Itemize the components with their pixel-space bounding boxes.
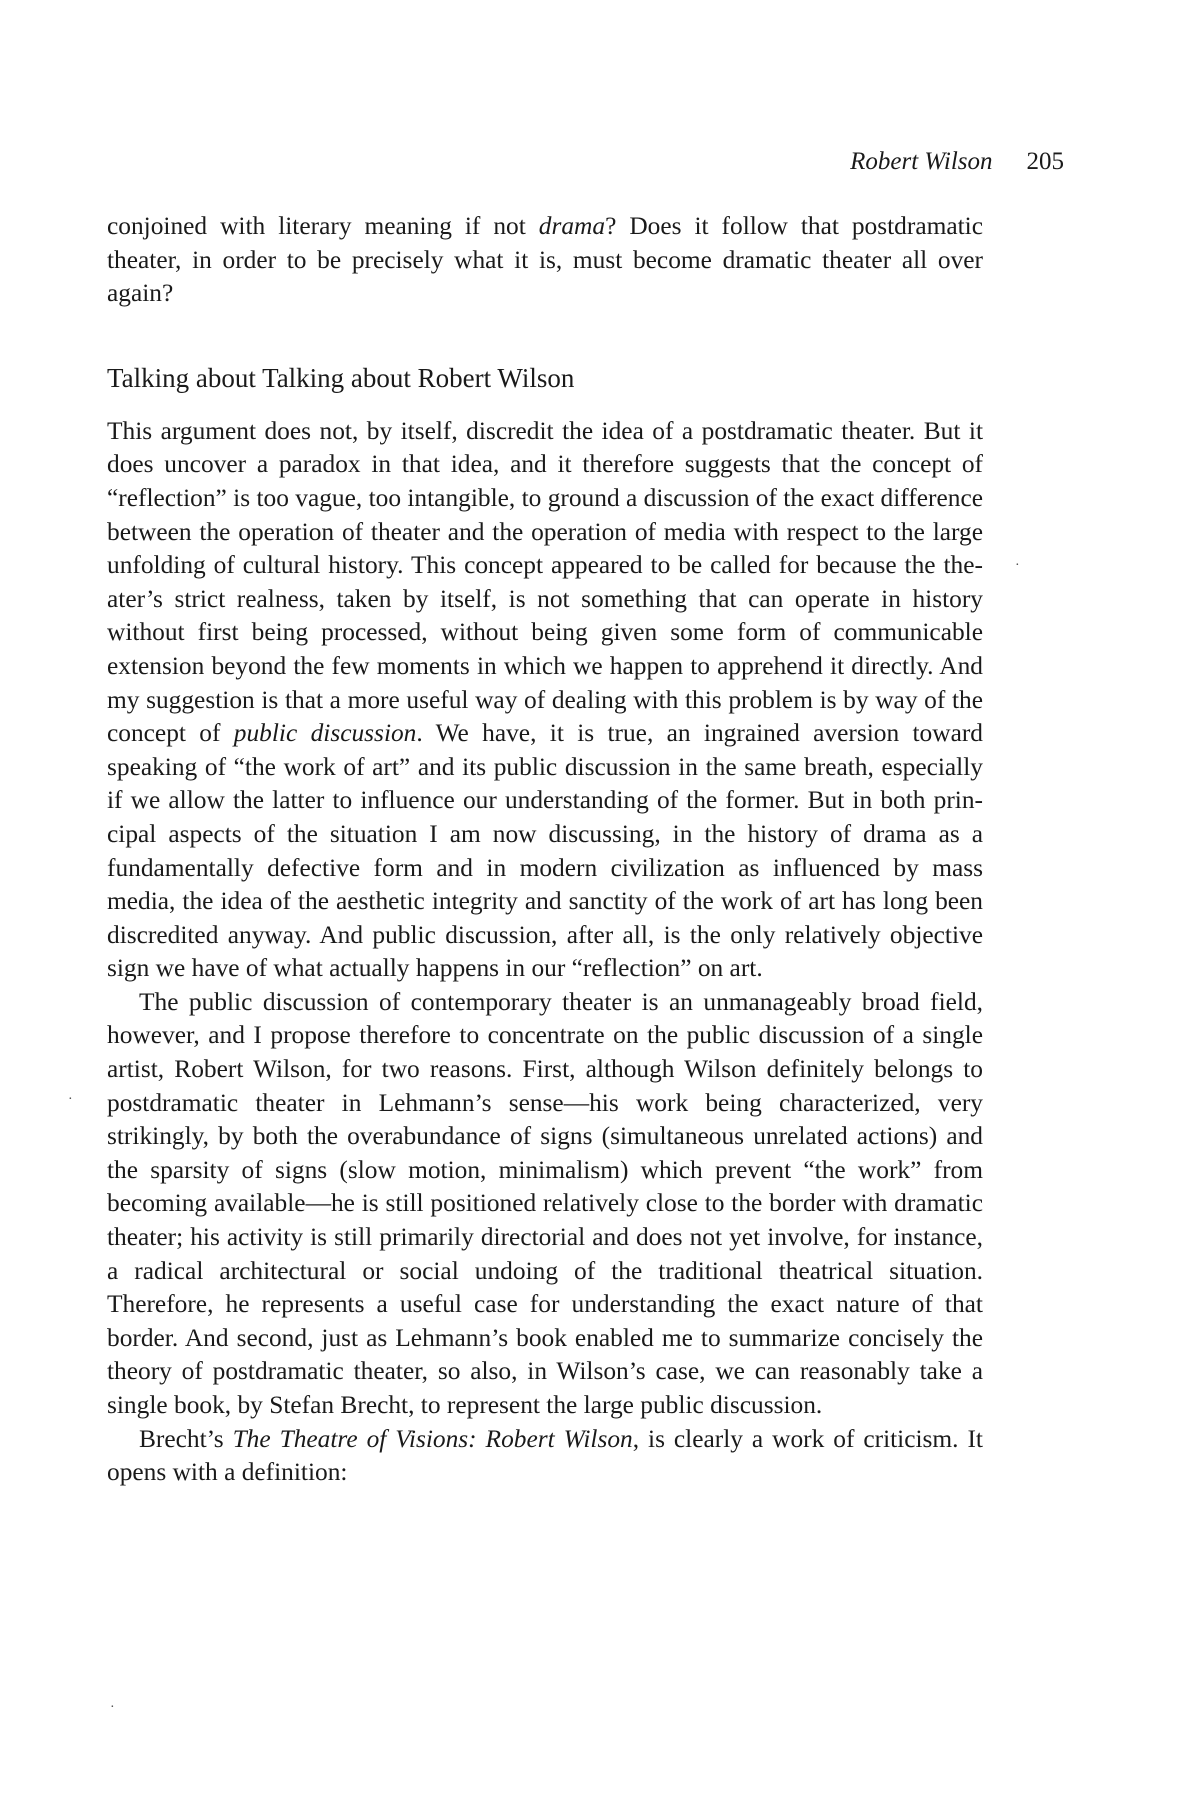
margin-tick: · — [110, 1700, 115, 1715]
text-run: ? Does it follow that postdramatic theater, in order to be precisely what it is, must become dramatic theater all over again? — [107, 212, 984, 308]
text-run: This argument does not, by itself, discredit the idea of a postdramatic theater. But it does uncover a paradox in that idea, and it therefore suggests that the concept of “reflection” is too vague, too intangible, to ground a discussion of the exact difference between the operation of theater and the operation of media with respect to the large unfolding of cultural history. This concept appeared to be called for because the theater’s strict realness, taken by itself, is not something that can operate in history without first being processed, without being given some form of communicable extension beyond the few moments in which we happen to apprehend it directly. And my suggestion is that a more useful way of dealing with this problem is by way of the concept of — [107, 416, 983, 748]
page-number: 205 — [1026, 148, 1064, 175]
margin-tick: · — [1015, 558, 1020, 573]
section-heading: Talking about Talking about Robert Wilson — [107, 362, 575, 393]
text-run: conjoined with literary meaning if not — [107, 212, 539, 240]
running-head-title: Robert Wilson — [850, 148, 993, 175]
text-run: . We have, it is true, an ingrained aversion toward speaking of “the work of art” and its public discussion in the same breath, especially if we allow the latter to influence our understanding of the former. But in both principal aspects of the situation I am now discussing, in the history of drama as a fundamentally defective form and in modern civilization as influenced by mass media, the idea of the aesthetic integrity and sanctity of the work of art has long been discredited anyway. And public discussion, after all, is the only relatively objective sign we have of what actually happens in our “reflection” on art. — [107, 719, 984, 983]
paragraph-continued — [107, 210, 983, 311]
paragraph: The public discussion of contemporary theater is an unmanageably broad field, however, and I propose therefore to concentrate on the public discussion of a single artist, Robert Wilson, for two reasons. First, although Wilson definitely belongs to postdramatic theater in Lehmann’s sense—his work being characterized, very strikingly, by both the overabundance of signs (simultaneous unrelated actions) and the sparsity of signs (slow motion, minimalism) which prevent “the work” from becoming available—he is still positioned relatively close to the border with dramatic theater; his activity is still primarily directorial and does not yet involve, for instance, a radical architectural or social undoing of the traditional theatrical situation. Therefore, he represents a useful case for understanding the exact nature of that border. And second, just as Lehmann’s book enabled me to summarize concisely the theory of postdramatic theater, so also, in Wilson’s case, we can reasonably take a single book, by Stefan Brecht, to represent the large public discussion. — [107, 987, 983, 1419]
text-run: Brecht’s — [139, 1424, 233, 1453]
body-text — [107, 210, 983, 1490]
margin-tick: · — [68, 1092, 73, 1107]
emphasis-text: public discussion — [233, 719, 417, 748]
book-title: The Theatre of Visions: Robert Wilson — [232, 1424, 633, 1453]
paragraph — [107, 415, 983, 986]
running-head — [850, 147, 1064, 177]
text-run: , is clearly a work of criticism. It opens with a definition: — [107, 1424, 983, 1487]
paragraph — [107, 1423, 983, 1490]
emphasis-text: drama — [538, 212, 606, 240]
